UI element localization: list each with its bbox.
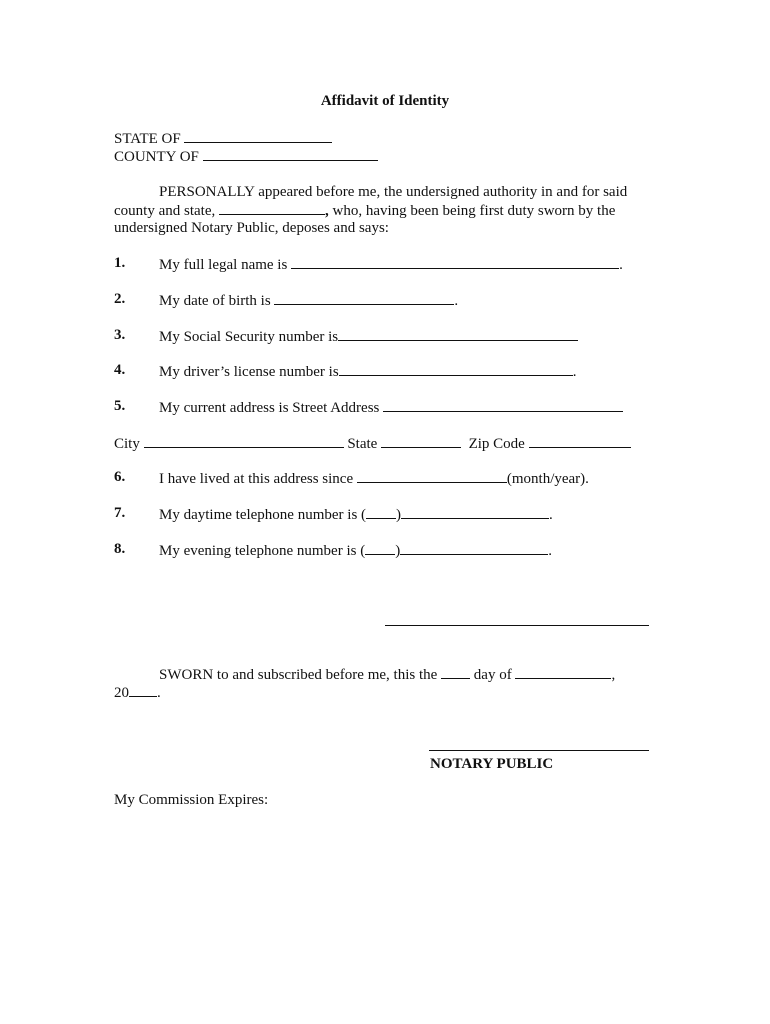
item-text: I have lived at this address since	[159, 471, 354, 487]
sworn-day-blank[interactable]	[441, 665, 470, 679]
ssn-blank[interactable]	[338, 327, 578, 341]
item-suffix: .	[572, 364, 577, 380]
date-of-birth-blank[interactable]	[274, 291, 454, 305]
item-suffix: .	[619, 257, 623, 273]
item-suffix: .	[549, 507, 553, 523]
evening-phone-blank[interactable]	[400, 541, 548, 555]
zip-blank[interactable]	[529, 434, 631, 448]
item-lived-since	[159, 469, 589, 488]
sworn-year-prefix: 20	[114, 685, 129, 701]
city-blank[interactable]	[144, 434, 344, 448]
item-number: 8.	[114, 541, 126, 557]
item-text: My Social Security number is	[159, 329, 339, 345]
intro-line-1: PERSONALLY appeared before me, the undersigned authority in and for said	[159, 184, 628, 200]
state-label: STATE OF	[114, 131, 181, 147]
item-number: 1.	[114, 255, 126, 271]
item-text: My driver’s license number is	[159, 364, 339, 380]
item-text: My evening telephone number is (	[159, 543, 366, 559]
item-daytime-phone	[159, 505, 553, 524]
item-number: 3.	[114, 327, 126, 343]
document-title: Affidavit of Identity	[320, 93, 450, 109]
item-full-name	[159, 255, 623, 274]
notary-signature-line[interactable]	[429, 750, 649, 751]
item-number: 5.	[114, 398, 126, 414]
sworn-period: .	[157, 685, 161, 701]
item-number: 6.	[114, 469, 126, 485]
item-evening-phone	[159, 541, 552, 560]
item-number: 2.	[114, 291, 126, 307]
sworn-text: SWORN to and subscribed before me, this the	[159, 667, 438, 683]
commission-expires-label: My Commission Expires:	[114, 792, 269, 808]
county-state-blank[interactable]	[219, 201, 325, 215]
zip-label: Zip Code	[468, 436, 525, 452]
county-blank[interactable]	[203, 147, 378, 161]
intro-county-state-text: county and state,	[114, 203, 216, 219]
sworn-year-blank[interactable]	[129, 683, 157, 697]
intro-comma: ,	[324, 203, 329, 219]
item-date-of-birth	[159, 291, 458, 310]
item-paren: )	[396, 507, 402, 523]
sworn-comma: ,	[611, 667, 616, 683]
item-number: 7.	[114, 505, 126, 521]
item-suffix: .	[454, 293, 459, 309]
street-address-blank[interactable]	[383, 398, 623, 412]
item-text: My current address is Street Address	[159, 400, 380, 416]
notary-public-label: NOTARY PUBLIC	[430, 756, 554, 772]
state-field-blank[interactable]	[381, 434, 461, 448]
intro-line-2	[114, 201, 615, 220]
item-drivers-license	[159, 362, 576, 381]
item-text: My date of birth is	[159, 293, 271, 309]
item-text: My daytime telephone number is (	[159, 507, 367, 523]
daytime-phone-blank[interactable]	[401, 505, 549, 519]
daytime-area-code-blank[interactable]	[366, 505, 396, 519]
item-paren: )	[395, 543, 401, 559]
city-label: City	[114, 436, 140, 452]
county-line	[114, 147, 378, 166]
item-suffix: (month/year).	[506, 471, 589, 487]
evening-area-code-blank[interactable]	[365, 541, 395, 555]
intro-who-text: who, having been being first duty sworn by the	[332, 203, 616, 219]
sworn-month-blank[interactable]	[515, 665, 611, 679]
state-line	[114, 129, 332, 148]
drivers-license-blank[interactable]	[339, 362, 573, 376]
intro-line-3: undersigned Notary Public, deposes and says:	[114, 220, 389, 236]
city-state-zip-line	[114, 434, 631, 453]
county-label: COUNTY OF	[114, 149, 199, 165]
sworn-line-1	[159, 665, 615, 684]
full-name-blank[interactable]	[291, 255, 619, 269]
lived-since-blank[interactable]	[357, 469, 507, 483]
item-suffix: .	[548, 543, 552, 559]
item-street-address	[159, 398, 623, 417]
item-ssn	[159, 327, 578, 346]
item-number: 4.	[114, 362, 126, 378]
state-field-label: State	[347, 436, 378, 452]
sworn-day-of-text: day of	[473, 667, 512, 683]
sworn-line-2	[114, 683, 161, 702]
state-blank[interactable]	[184, 129, 332, 143]
affiant-signature-line[interactable]	[385, 625, 649, 626]
item-text: My full legal name is	[159, 257, 288, 273]
